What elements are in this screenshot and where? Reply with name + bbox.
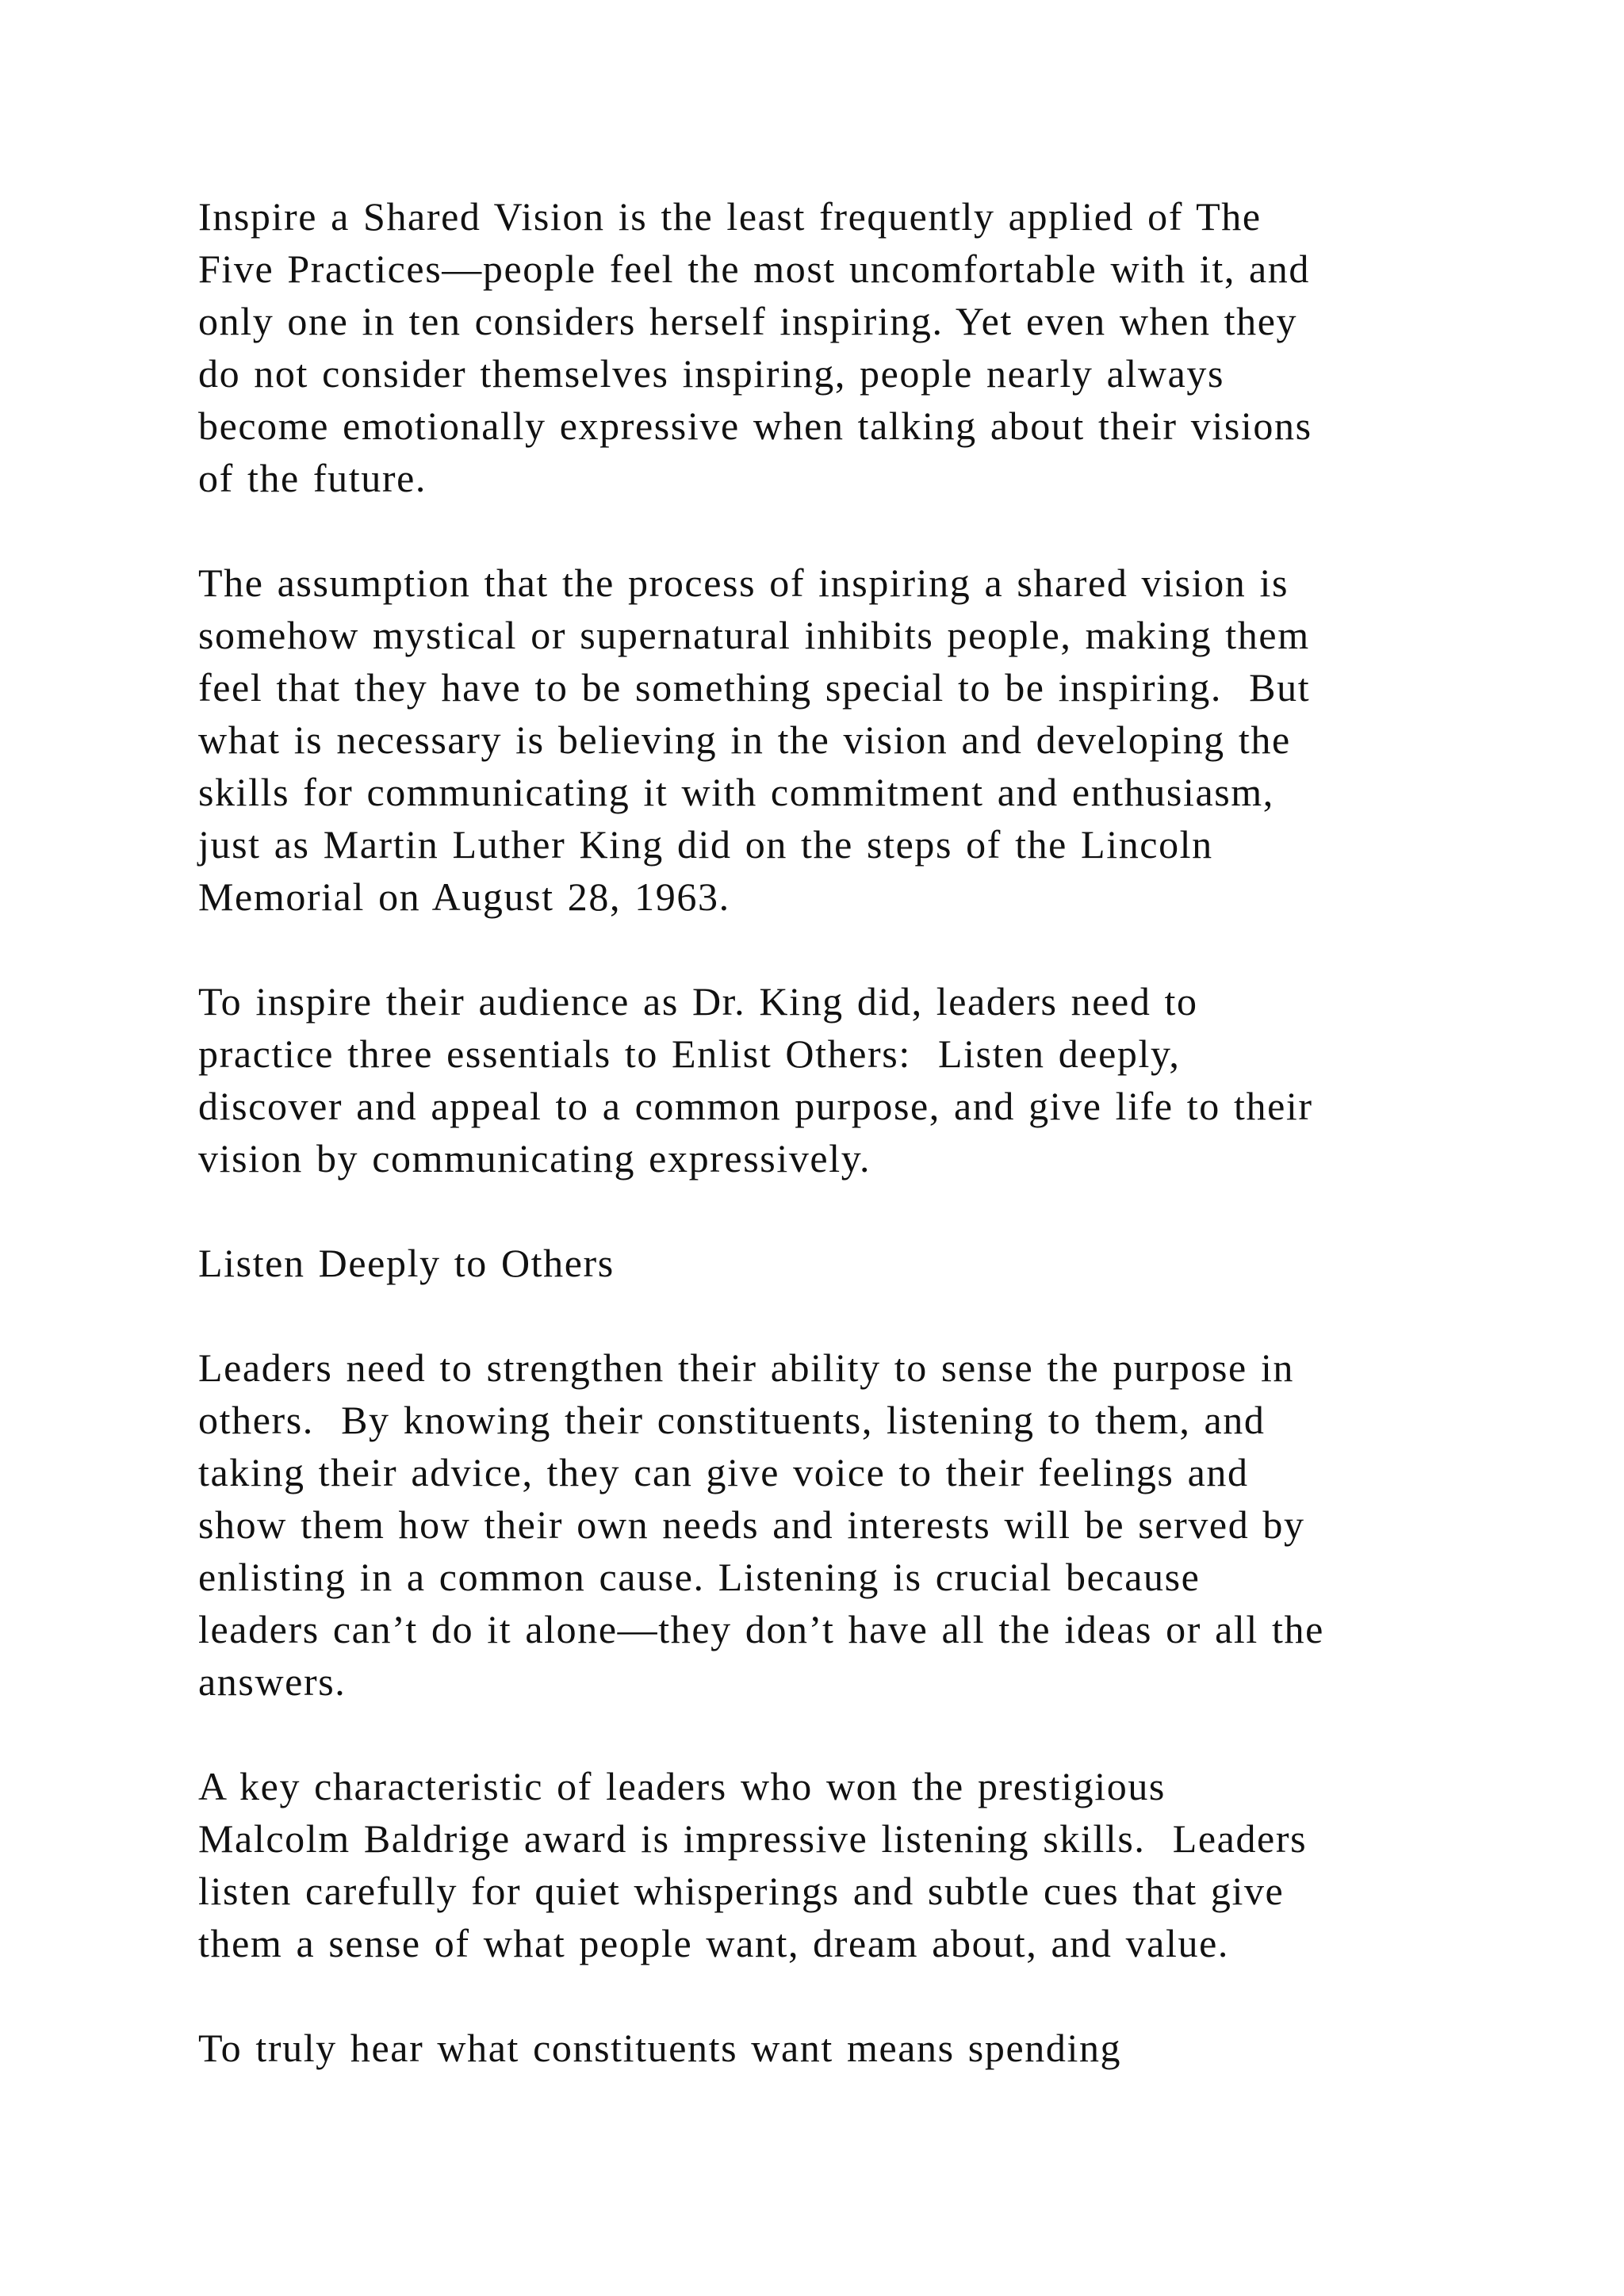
paragraph-line: A key characteristic of leaders who won the prestigious	[198, 1764, 1166, 1808]
paragraph-line: Malcolm Baldrige award is impressive listening skills. Leaders	[198, 1816, 1308, 1861]
paragraph-line: show them how their own needs and interests will be served by	[198, 1502, 1305, 1547]
paragraph-line: To inspire their audience as Dr. King did, leaders need to	[198, 979, 1198, 1024]
paragraph-line: skills for communicating it with commitment and enthusiasm,	[198, 770, 1274, 814]
document-body	[198, 190, 1515, 2074]
paragraph-line: Five Practices—people feel the most uncomfortable with it, and	[198, 247, 1311, 291]
paragraph-6	[198, 2022, 1515, 2074]
paragraph-line: listen carefully for quiet whisperings and subtle cues that give	[198, 1869, 1285, 1913]
heading-line: Listen Deeply to Others	[198, 1241, 615, 1285]
paragraph-line: Leaders need to strengthen their ability to sense the purpose in	[198, 1345, 1295, 1390]
paragraph-line: do not consider themselves inspiring, people nearly always	[198, 351, 1225, 396]
paragraph-line: leaders can’t do it alone—they don’t have all the ideas or all the	[198, 1607, 1324, 1651]
paragraph-line: enlisting in a common cause. Listening is crucial because	[198, 1555, 1201, 1599]
paragraph-line: just as Martin Luther King did on the steps of the Lincoln	[198, 822, 1213, 867]
paragraph-gap	[198, 923, 1515, 975]
paragraph-line: answers.	[198, 1659, 347, 1704]
paragraph-gap	[198, 1184, 1515, 1237]
paragraph-line: taking their advice, they can give voice to their feelings and	[198, 1450, 1249, 1494]
paragraph-5	[198, 1760, 1515, 1969]
paragraph-line: Memorial on August 28, 1963.	[198, 874, 730, 919]
section-heading	[198, 1237, 1515, 1289]
paragraph-3	[198, 975, 1515, 1184]
paragraph-1	[198, 190, 1515, 504]
paragraph-2	[198, 557, 1515, 923]
paragraph-line: discover and appeal to a common purpose, and give life to their	[198, 1084, 1313, 1128]
paragraph-line: feel that they have to be something special to be inspiring. But	[198, 665, 1311, 710]
paragraph-gap	[198, 504, 1515, 557]
paragraph-line: others. By knowing their constituents, listening to them, and	[198, 1398, 1266, 1442]
paragraph-line: Inspire a Shared Vision is the least frequently applied of The	[198, 194, 1262, 239]
paragraph-line: To truly hear what constituents want means spending	[198, 2026, 1122, 2070]
paragraph-line: them a sense of what people want, dream about, and value.	[198, 1921, 1229, 1965]
paragraph-line: somehow mystical or supernatural inhibits people, making them	[198, 613, 1310, 657]
paragraph-line: The assumption that the process of inspiring a shared vision is	[198, 561, 1289, 605]
paragraph-line: become emotionally expressive when talking about their visions	[198, 404, 1312, 448]
paragraph-4	[198, 1341, 1515, 1708]
paragraph-line: of the future.	[198, 456, 427, 500]
paragraph-gap	[198, 1289, 1515, 1341]
paragraph-line: what is necessary is believing in the vision and developing the	[198, 718, 1291, 762]
paragraph-line: vision by communicating expressively.	[198, 1136, 871, 1181]
paragraph-gap	[198, 1969, 1515, 2022]
paragraph-line: only one in ten considers herself inspiring. Yet even when they	[198, 299, 1298, 343]
paragraph-gap	[198, 1708, 1515, 1760]
paragraph-line: practice three essentials to Enlist Others: Listen deeply,	[198, 1031, 1181, 1076]
